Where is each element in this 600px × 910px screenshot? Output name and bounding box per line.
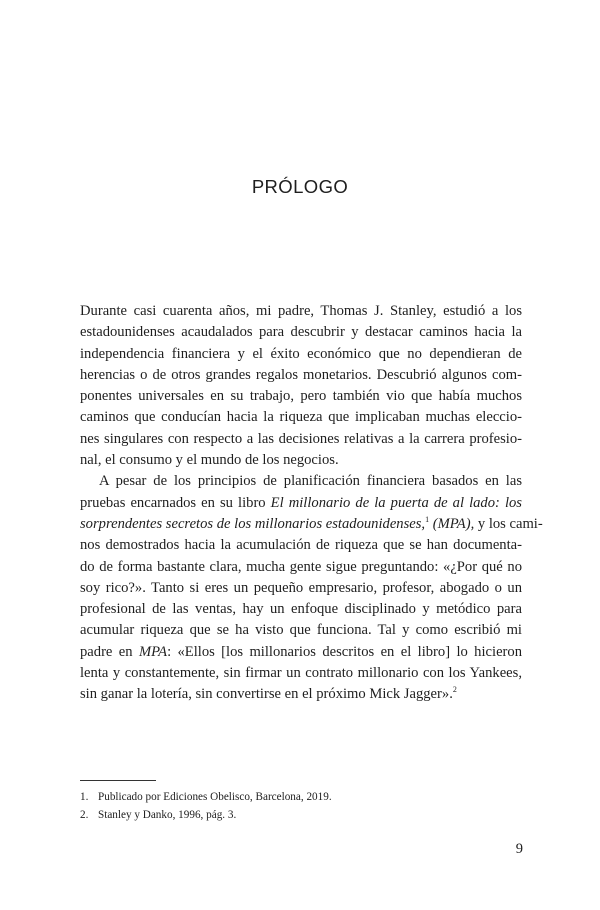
footnotes — [80, 788, 522, 824]
paragraph1-line: nal, el consumo y el mundo de los negocios. — [80, 452, 339, 469]
paragraph2-line: profesional de las ventas, hay un enfoque disciplinado y metódico para — [80, 601, 522, 618]
paragraph2-line — [80, 493, 522, 514]
page-number: 9 — [515, 841, 523, 857]
paragraph2-line: do de forma bastante clara, mucha gente sigue preguntando: «¿Por qué no — [80, 558, 522, 575]
footnote-item — [80, 806, 522, 824]
paragraph2-line: nos demostrados hacia la acumulación de riqueza que se han documenta- — [80, 537, 522, 554]
footnote-number: 2. — [80, 809, 89, 821]
book-title: El millonario de la puerta de al lado: los — [270, 494, 522, 511]
body-text — [80, 301, 543, 706]
paragraph2-text: padre en — [80, 643, 139, 660]
paragraph2-text: y los cami- — [474, 515, 543, 532]
paragraph1-line: independencia financiera y el éxito económico que no dependieran de — [80, 345, 522, 362]
paragraph2-line — [80, 514, 543, 535]
paragraph1-line: estadounidenses acaudalados para descubrir y destacar caminos hacia la — [80, 324, 522, 341]
paragraph1-line: caminos que conducían hacia la riqueza que implicaban muchas eleccio- — [80, 409, 522, 426]
paragraph2-line: lenta y constantemente, sin firmar un contrato millonario con los Yankees, — [80, 665, 522, 682]
footnote-item — [80, 788, 522, 806]
paragraph2-line — [80, 684, 522, 705]
paragraph2-line: soy rico?». Tanto si eres un pequeño empresario, profesor, abogado o un — [80, 579, 522, 596]
footnote-number: 1. — [80, 791, 89, 803]
paragraph1-line: herencias o de otros grandes regalos monetarios. Descubrió algunos com- — [80, 366, 522, 383]
paragraph2-text: sin ganar la lotería, sin convertirse en el próximo Mick Jagger». — [80, 686, 453, 703]
footnote-text: Publicado por Ediciones Obelisco, Barcelona, 2019. — [98, 791, 332, 803]
footnote-text: Stanley y Danko, 1996, pág. 3. — [98, 809, 237, 821]
paragraph2-line: acumular riqueza que se ha visto que funciona. Tal y como escribió mi — [80, 622, 522, 639]
paragraph2-text: pruebas encarnados en su libro — [80, 494, 271, 511]
book-abbrev: (MPA), — [429, 515, 475, 532]
paragraph2-text: : «Ellos [los millonarios descritos en el libro] lo hicieron — [167, 643, 522, 660]
book-title: sorprendentes secretos de los millonarios estadounidenses, — [80, 515, 426, 532]
paragraph1-line: Durante casi cuarenta años, mi padre, Thomas J. Stanley, estudió a los — [80, 303, 522, 319]
book-abbrev: MPA — [138, 643, 168, 660]
footnote-ref[interactable]: 1 — [425, 515, 430, 525]
footnote-divider — [80, 780, 156, 781]
paragraph1-line: ponentes universales en su trabajo, pero también vio que había muchos — [80, 388, 522, 405]
footnote-ref[interactable]: 2 — [452, 685, 457, 695]
paragraph1-line: nes singulares con respecto a las decisiones relativas a la carrera profesio- — [80, 430, 522, 447]
chapter-title: PRÓLOGO — [251, 176, 349, 197]
paragraph2-line: A pesar de los principios de planificación financiera basados en las — [99, 473, 522, 490]
paragraph2-line — [80, 642, 522, 663]
